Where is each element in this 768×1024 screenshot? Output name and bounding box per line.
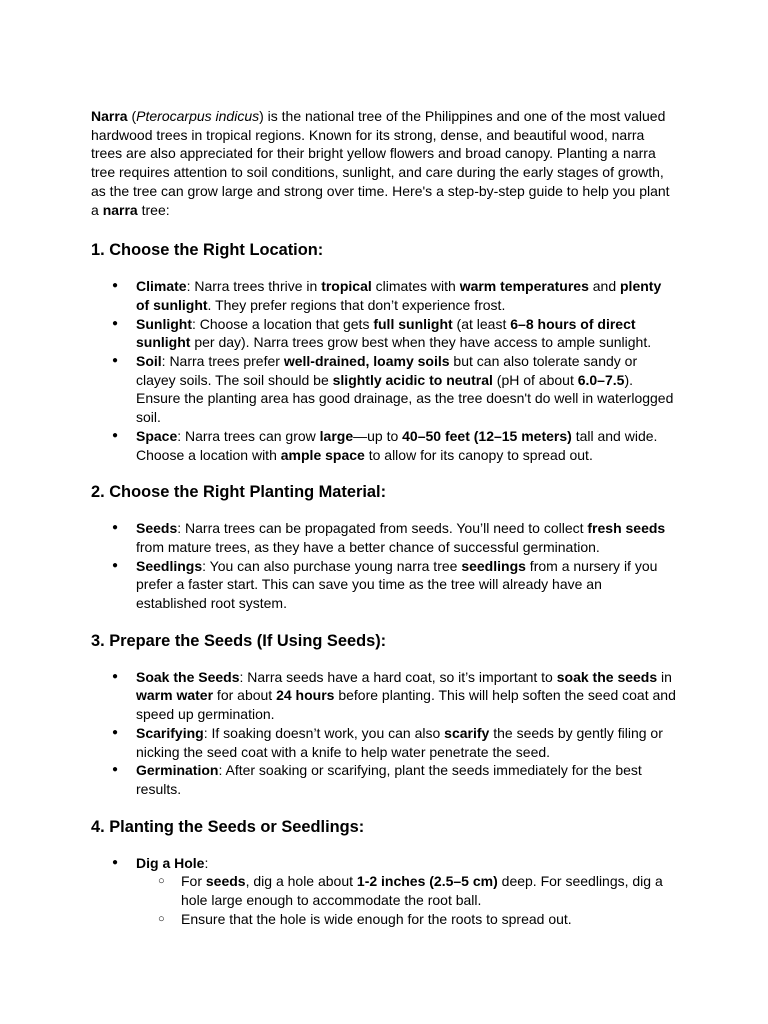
- item-text: (pH of about: [492, 371, 578, 388]
- sublist-item-hole-width: [136, 910, 676, 929]
- item-text: Ensure that the hole is wide enough for the roots to spread out.: [181, 910, 572, 927]
- planting-list: [91, 854, 676, 929]
- item-bold: warm temperatures: [459, 278, 589, 295]
- item-bold: soak the seeds: [556, 668, 658, 685]
- item-text: : Choose a location that gets: [192, 315, 374, 332]
- item-term: Sunlight: [136, 315, 192, 332]
- intro-paragraph: [91, 107, 676, 219]
- list-item-dig-a-hole: [91, 854, 676, 929]
- list-item-scarifying: [91, 724, 676, 761]
- intro-text: (: [127, 108, 137, 124]
- prepare-seeds-list: [91, 668, 676, 799]
- intro-text: ) is the national tree of the Philippines and one of the most valued hardwood trees in tropical regions. Known for its strong, dense, and beautiful wood, narra trees are also appreciated for their bright yellow flowers and broad canopy. Planting a narra tree requires attention to soil conditions, sunlight, and care during the early stages of growth, as the tree can grow large and strong over time. Here's a step-by-step guide to help you plant a: [91, 108, 670, 218]
- item-bold: 24 hours: [276, 687, 335, 704]
- intro-scientific-name: Pterocarpus indicus: [136, 108, 260, 124]
- item-text: for about: [213, 687, 277, 704]
- item-text: —up to: [353, 427, 403, 444]
- list-item-soil: [91, 352, 676, 427]
- item-text: to allow for its canopy to spread out.: [364, 446, 593, 463]
- item-term: Soil: [136, 353, 162, 370]
- item-bold: plenty of sunlight: [136, 278, 662, 313]
- list-item-climate: [91, 277, 676, 314]
- item-text: climates with: [371, 278, 460, 295]
- item-text: from mature trees, as they have a better chance of successful germination.: [136, 538, 600, 555]
- item-text: (at least: [452, 315, 511, 332]
- sublist-item-hole-depth: [136, 872, 676, 909]
- item-bold: fresh seeds: [587, 520, 666, 537]
- item-text: . They prefer regions that don’t experience frost.: [207, 296, 506, 313]
- item-term: Space: [136, 427, 178, 444]
- item-bold: 40–50 feet (12–15 meters): [402, 427, 572, 444]
- section-heading-prepare-seeds: 3. Prepare the Seeds (If Using Seeds):: [91, 631, 387, 650]
- item-text: :: [204, 854, 209, 871]
- item-bold: seeds: [205, 873, 246, 890]
- item-bold: 1-2 inches (2.5–5 cm): [356, 873, 498, 890]
- item-bold: full sunlight: [373, 315, 453, 332]
- section-heading-location: 1. Choose the Right Location:: [91, 241, 324, 260]
- intro-text: tree:: [137, 201, 170, 218]
- item-term: Dig a Hole: [136, 854, 205, 871]
- item-text: For: [181, 873, 206, 890]
- item-text: : Narra seeds have a hard coat, so it’s important to: [239, 668, 557, 685]
- item-text: and: [588, 278, 620, 295]
- item-text: ). Ensure the planting area has good drainage, as the tree doesn't do well in waterlogged soil.: [136, 371, 674, 426]
- item-text: tall and wide. Choose a location with: [136, 427, 658, 463]
- planting-material-list: [91, 519, 676, 613]
- item-term: Germination: [136, 762, 219, 779]
- item-term: Scarifying: [136, 724, 204, 741]
- item-text: from a nursery if you prefer a faster start. This can save you time as the tree will already have an established root system.: [136, 557, 658, 612]
- intro-bold-narra: narra: [102, 201, 138, 218]
- item-bold: slightly acidic to neutral: [332, 371, 493, 388]
- section-heading-planting: 4. Planting the Seeds or Seedlings:: [91, 817, 365, 836]
- list-item-sunlight: [91, 315, 676, 352]
- item-bold: seedlings: [461, 557, 526, 574]
- item-bold: large: [319, 427, 354, 444]
- item-text: : If soaking doesn’t work, you can also: [203, 724, 445, 741]
- item-bold: tropical: [321, 278, 372, 295]
- list-item-seedlings: [91, 557, 676, 613]
- item-bold: scarify: [444, 724, 490, 741]
- item-text: , dig a hole about: [245, 873, 357, 890]
- item-bold: warm water: [136, 687, 214, 704]
- document-page: [91, 107, 676, 929]
- item-term: Seeds: [136, 520, 178, 537]
- item-text: : Narra trees prefer: [161, 353, 284, 370]
- item-text: : Narra trees thrive in: [186, 278, 322, 295]
- item-text: : After soaking or scarifying, plant the seeds immediately for the best results.: [136, 762, 642, 797]
- item-text: : Narra trees can grow: [177, 427, 320, 444]
- dig-a-hole-sublist: [136, 872, 676, 928]
- list-item-soak-seeds: [91, 668, 676, 724]
- item-text: in: [657, 668, 672, 685]
- item-term: Soak the Seeds: [136, 668, 240, 685]
- location-list: [91, 277, 676, 464]
- item-bold: 6.0–7.5: [577, 371, 625, 388]
- section-heading-planting-material: 2. Choose the Right Planting Material:: [91, 483, 387, 502]
- list-item-space: [91, 427, 676, 464]
- intro-bold-narra: Narra: [91, 108, 128, 124]
- item-text: : You can also purchase young narra tree: [202, 557, 462, 574]
- item-text: but can also tolerate sandy or clayey soils. The soil should be: [136, 353, 638, 388]
- item-text: deep. For seedlings, dig a hole large enough to accommodate the root ball.: [181, 873, 663, 909]
- item-text: : Narra trees can be propagated from seeds. You’ll need to collect: [177, 520, 588, 537]
- item-text: before planting. This will help soften the seed coat and speed up germination.: [136, 687, 676, 723]
- item-term: Seedlings: [136, 557, 203, 574]
- item-bold: well-drained, loamy soils: [283, 353, 450, 370]
- list-item-germination: [91, 761, 676, 798]
- item-bold: ample space: [280, 446, 365, 463]
- item-text: the seeds by gently filing or nicking the seed coat with a knife to help water penetrate the seed.: [136, 724, 663, 760]
- item-text: per day). Narra trees grow best when they have access to ample sunlight.: [190, 334, 652, 351]
- item-bold: 6–8 hours of direct sunlight: [136, 315, 636, 351]
- item-term: Climate: [136, 278, 187, 295]
- list-item-seeds: [91, 519, 676, 556]
